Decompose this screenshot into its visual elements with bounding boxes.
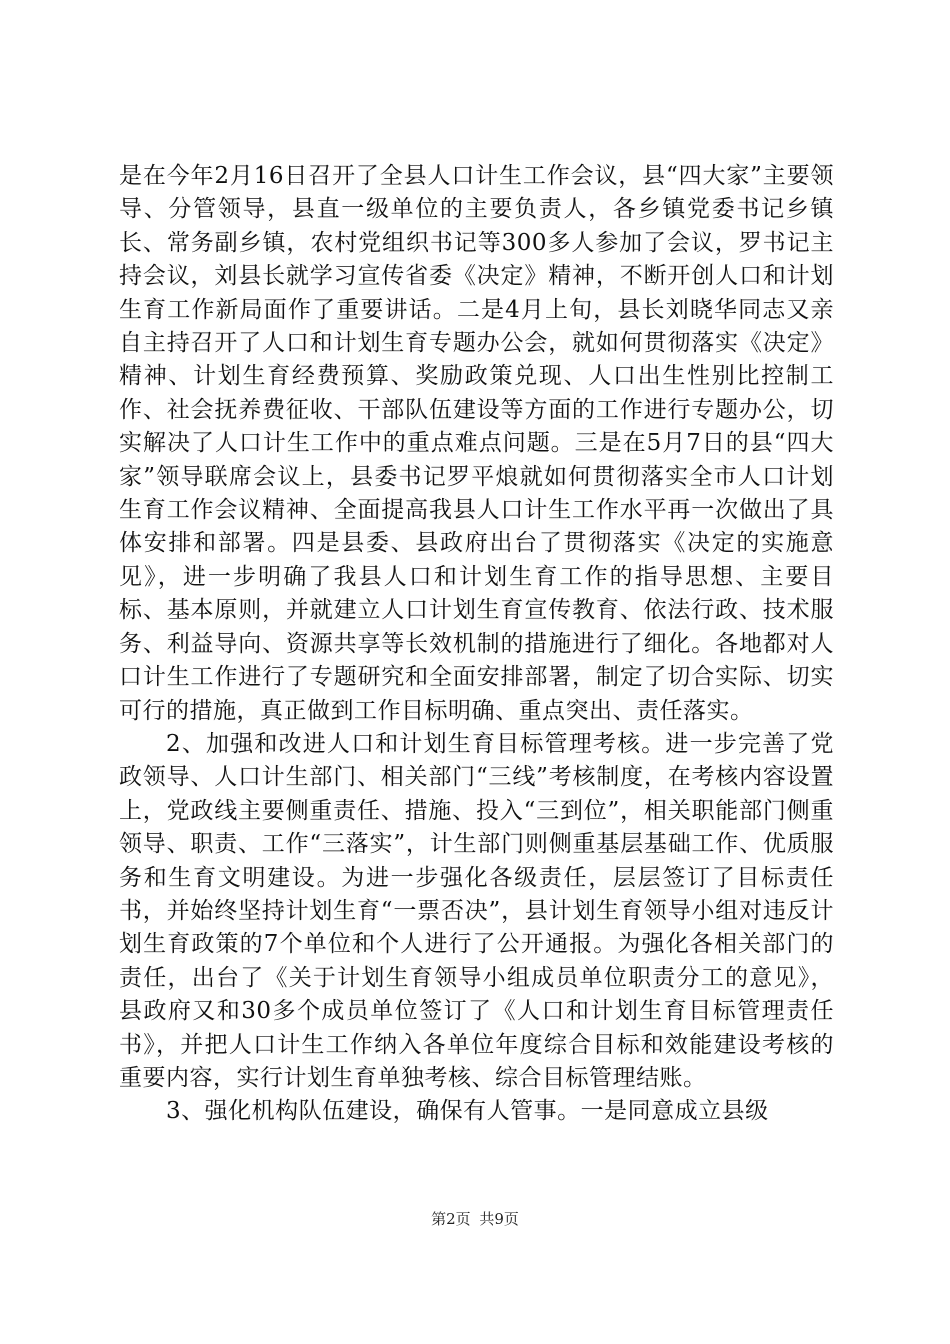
paragraph-2: 2、加强和改进人口和计划生育目标管理考核。进一步完善了党政领导、人口计生部门、相关部门“三线”考核制度，在考核内容设置上，党政线主要侧重责任、措施、投入“三到位”，相关职能部门侧重领导、职责、工作“三落实”，计生部门则侧重基层基础工作、优质服务和生育文明建设。为进一步强化各级责任，层层签订了目标责任书，并始终坚持计划生育“一票否决”，县计划生育领导小组对违反计划生育政策的7个单位和个人进行了公开通报。为强化各相关部门的责任，出台了《关于计划生育领导小组成员单位职责分工的意见》，县政府又和30多个成员单位签订了《人口和计划生育目标管理责任书》，并把人口计生工作纳入各单位年度综合目标和效能建设考核的重要内容，实行计划生育单独考核、综合目标管理结账。 (119, 730, 834, 1091)
page-number: 第2页 (431, 1210, 471, 1228)
paragraph-1: 是在今年2月16日召开了全县人口计生工作会议，县“四大家”主要领导、分管领导，县直一级单位的主要负责人，各乡镇党委书记乡镇长、常务副乡镇，农村党组织书记等300多人参加了会议，罗书记主持会议，刘县长就学习宣传省委《决定》精神，不断开创人口和计划生育工作新局面作了重要讲话。二是4月上旬，县长刘晓华同志又亲自主持召开了人口和计划生育专题办公会，就如何贯彻落实《决定》精神、计划生育经费预算、奖励政策兑现、人口出生性别比控制工作、社会抚养费征收、干部队伍建设等方面的工作进行专题办公，切实解决了人口计生工作中的重点难点问题。三是在5月7日的县“四大家”领导联席会议上，县委书记罗平烺就如何贯彻落实全市人口计划生育工作会议精神、全面提高我县人口计生工作水平再一次做出了具体安排和部署。四是县委、县政府出台了贯彻落实《决定的实施意见》，进一步明确了我县人口和计划生育工作的指导思想、主要目标、基本原则，并就建立人口计划生育宣传教育、依法行政、技术服务、利益导向、资源共享等长效机制的措施进行了细化。各地都对人口计生工作进行了专题研究和全面安排部署，制定了切合实际、切实可行的措施，真正做到工作目标明确、重点突出、责任落实。 (119, 163, 834, 724)
page-footer (0, 1209, 950, 1229)
paragraph-3: 3、强化机构队伍建设，确保有人管事。一是同意成立县级 (166, 1098, 769, 1125)
page-total: 共9页 (479, 1210, 519, 1228)
document-body (119, 160, 834, 1129)
